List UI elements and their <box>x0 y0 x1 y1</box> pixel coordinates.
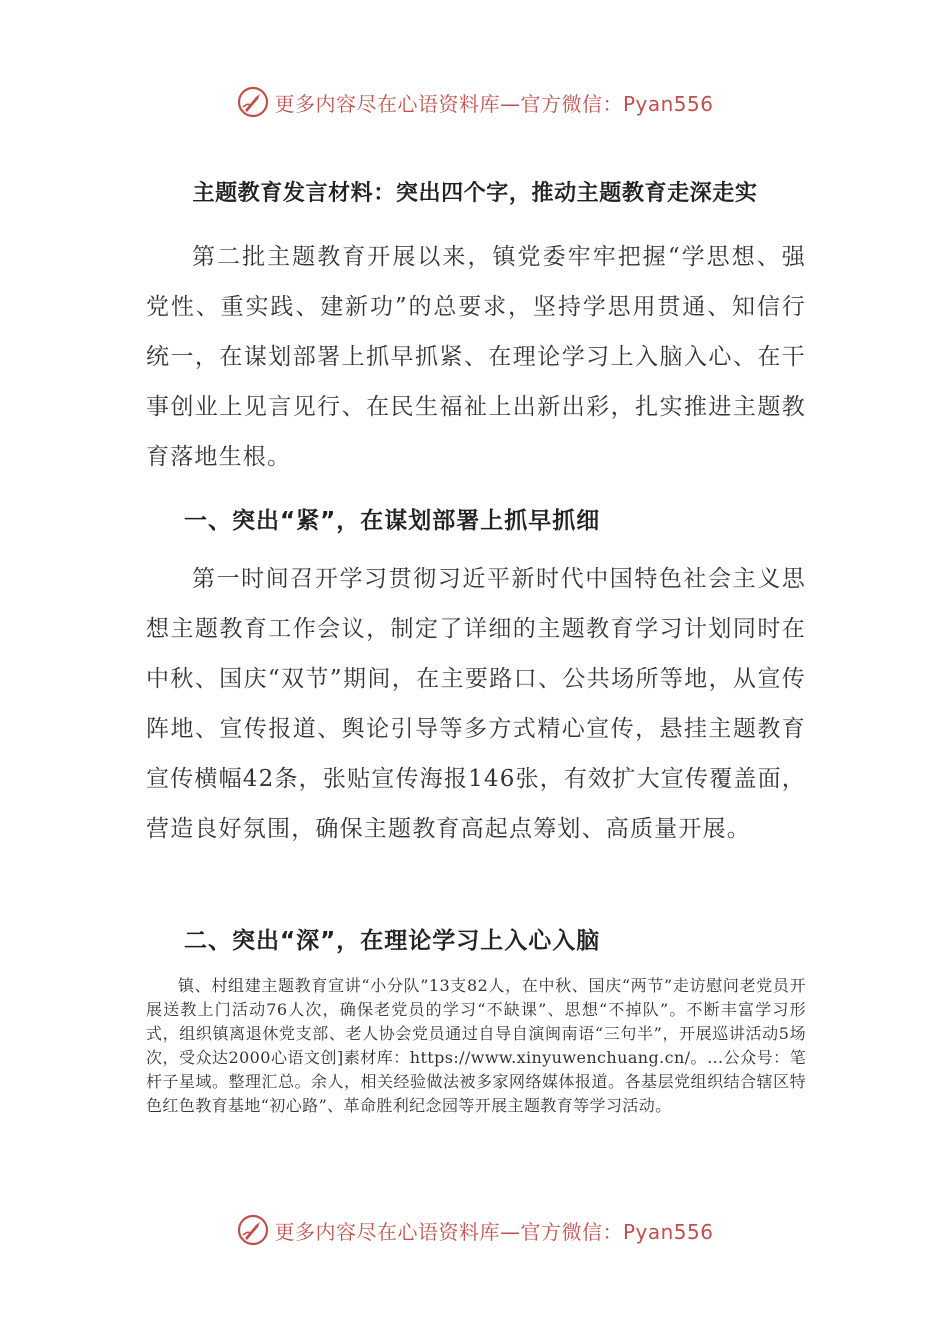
section-1-heading: 一、突出“紧”，在谋划部署上抓早抓细 <box>184 508 601 534</box>
section-2-body: 镇、村组建主题教育宣讲“小分队”13支82人，在中秋、国庆“两节”走访慰问老党员开展送教上门活动76人次，确保老党员的学习“不缺课”、思想“不掉队”。不断丰富学习形式，组织镇离退休党支部、老人协会党员通过自导自演闽南语“三句半”，开展巡讲活动5场次，受众达2000心语文创]素材库：https://www.xinyuwenchuang.cn/。…公众号：笔杆子星域。整理汇总。余人，相关经验做法被多家网络媒体报道。各基层党组织结合辖区特色红色教育基地“初心路”、革命胜利纪念园等开展主题教育等学习活动。 <box>146 976 806 1115</box>
banner-text: 更多内容尽在心语资料库—官方微信：Pyan556 <box>274 91 714 116</box>
pen-nib-logo-icon <box>236 85 270 119</box>
section-2-heading: 二、突出“深”，在理论学习上入心入脑 <box>184 928 601 954</box>
pen-nib-logo-icon <box>236 1213 270 1247</box>
section-2-body-block <box>146 974 806 1118</box>
footer-banner <box>0 1210 950 1250</box>
section-1-body-block <box>146 554 806 854</box>
document-title: 主题教育发言材料：突出四个字，推动主题教育走深走实 <box>192 181 758 206</box>
intro-block <box>146 232 806 482</box>
section-2 <box>146 922 806 955</box>
intro-paragraph: 第二批主题教育开展以来，镇党委牢牢把握“学思想、强党性、重实践、建新功”的总要求，坚持学思用贯通、知信行统一，在谋划部署上抓早抓紧、在理论学习上入脑入心、在干事创业上见言见行、在民生福祉上出新出彩，扎实推进主题教育落地生根。 <box>146 244 806 470</box>
banner-text: 更多内容尽在心语资料库—官方微信：Pyan556 <box>274 1219 714 1244</box>
section-1 <box>146 502 806 535</box>
section-1-body: 第一时间召开学习贯彻习近平新时代中国特色社会主义思想主题教育工作会议，制定了详细的主题教育学习计划同时在中秋、国庆“双节”期间，在主要路口、公共场所等地，从宣传阵地、宣传报道、舆论引导等多方式精心宣传，悬挂主题教育宣传横幅42条，张贴宣传海报146张，有效扩大宣传覆盖面，营造良好氛围，确保主题教育高起点筹划、高质量开展。 <box>146 566 806 842</box>
header-banner <box>0 82 950 122</box>
